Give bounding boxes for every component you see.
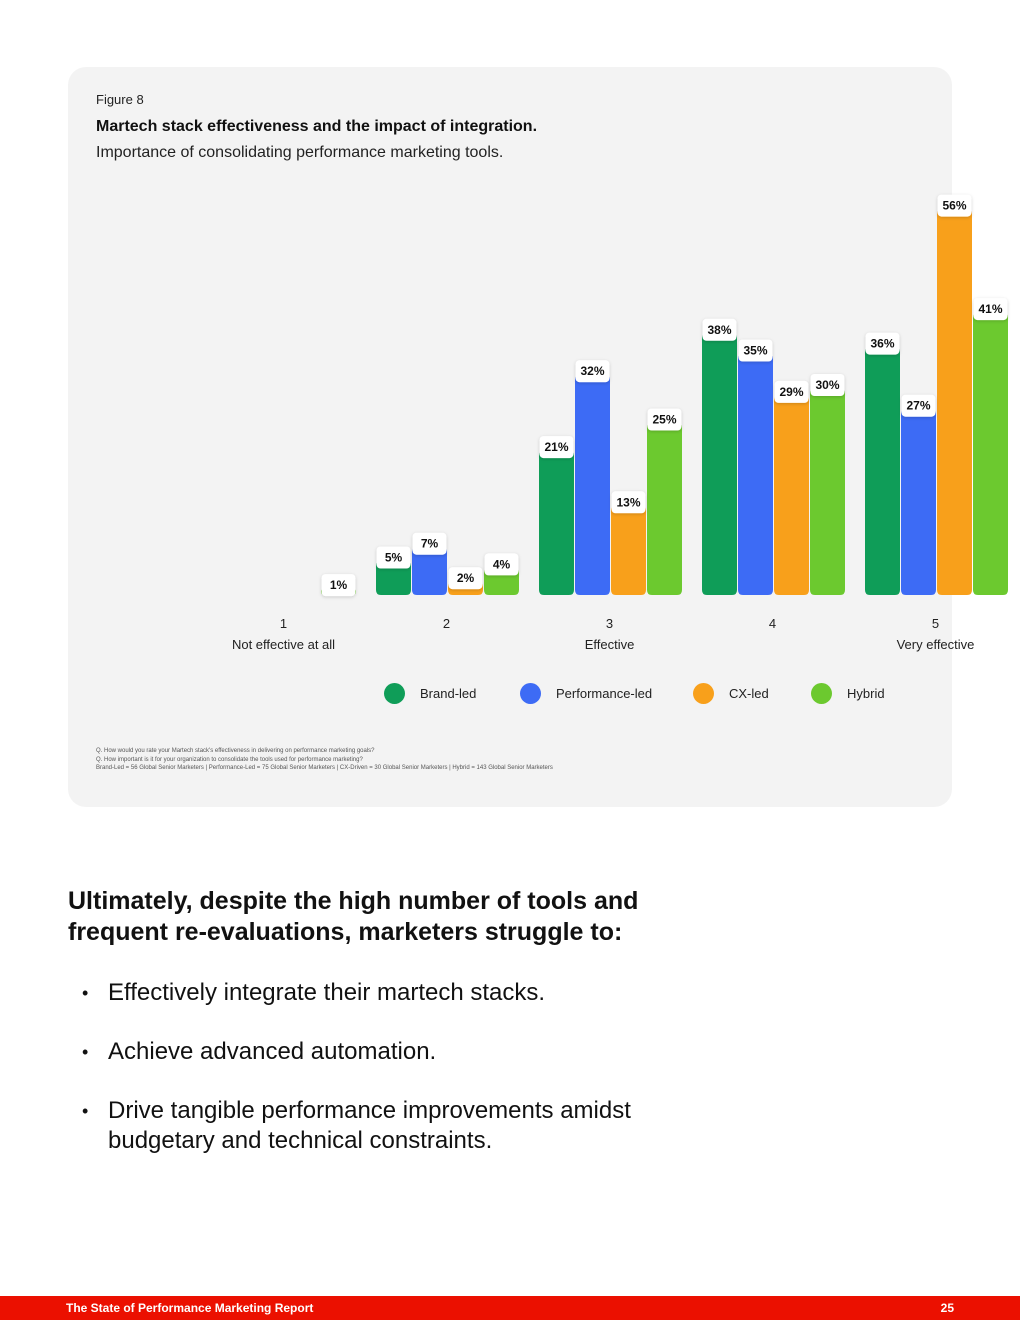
data-label-text: 27% — [906, 398, 931, 413]
footer-title: The State of Performance Marketing Report — [66, 1301, 314, 1315]
data-label — [377, 547, 411, 569]
x-category-label: Effective — [584, 637, 635, 652]
legend-item-cx-led — [693, 682, 769, 704]
data-label — [739, 340, 773, 362]
bullet-list — [80, 978, 800, 1185]
bar-performance-led-4 — [738, 354, 773, 596]
chart-legend — [384, 682, 904, 704]
data-label — [413, 533, 447, 555]
bar-performance-led-5 — [901, 409, 936, 595]
data-label — [703, 319, 737, 341]
survey-notes — [96, 747, 553, 773]
bar-cx-led-4 — [774, 395, 809, 595]
figure-label: Figure 8 — [96, 92, 144, 107]
list-item — [80, 1037, 800, 1067]
bar-cx-led-5 — [937, 209, 972, 595]
bullet-marker: • — [82, 983, 89, 1003]
page-number: 25 — [940, 1301, 954, 1315]
data-label — [540, 436, 574, 458]
heading-line: frequent re-evaluations, marketers struggle to: — [68, 918, 623, 946]
data-label — [485, 553, 519, 575]
data-label-text: 4% — [492, 557, 511, 572]
list-item-text: Achieve advanced automation. — [108, 1038, 437, 1065]
bar-hybrid-4 — [810, 388, 845, 595]
data-label-text: 13% — [616, 495, 641, 510]
data-label — [811, 374, 845, 396]
legend-item-performance-led — [520, 682, 652, 704]
x-category-label: Not effective at all — [231, 637, 336, 652]
data-label-text: 29% — [779, 384, 804, 399]
data-label — [866, 333, 900, 355]
data-label-text: 41% — [978, 302, 1003, 317]
list-item-text: Effectively integrate their martech stacks. — [108, 979, 546, 1006]
data-label-text: 32% — [580, 364, 605, 379]
figure-card — [68, 67, 1003, 807]
legend-swatch — [520, 683, 541, 704]
list-item-text: Drive tangible performance improvements amidst budgetary and technical constraints. — [108, 1097, 631, 1154]
legend-label: Hybrid — [847, 685, 885, 701]
data-label-text: 36% — [870, 336, 895, 351]
note-line: Q. How would you rate your Martech stack's effectiveness in delivering on performance marketing goals? — [96, 748, 375, 754]
data-label — [902, 395, 936, 417]
data-label-text: 38% — [707, 322, 732, 337]
bullet-marker: • — [82, 1042, 89, 1062]
bar-performance-led-3 — [575, 374, 610, 595]
legend-label: CX-led — [729, 685, 769, 701]
data-label — [576, 360, 610, 382]
data-label-text: 21% — [544, 440, 569, 455]
bar-brand-led-4 — [702, 333, 737, 595]
legend-swatch — [693, 683, 714, 704]
data-label-text: 56% — [942, 198, 967, 213]
legend-label: Performance-led — [556, 685, 653, 701]
bar-brand-led-5 — [865, 347, 900, 595]
note-line: Q. How important is it for your organization to consolidate the tools used for performance marketing? — [96, 756, 363, 763]
bar-hybrid-3 — [647, 423, 682, 596]
bar-cx-led-3 — [611, 505, 646, 595]
data-label — [938, 195, 972, 217]
legend-swatch — [384, 683, 405, 704]
heading-line: Ultimately, despite the high number of tools and — [68, 887, 639, 915]
page-footer — [0, 1296, 1020, 1320]
x-tick-label: 2 — [442, 616, 451, 631]
x-tick-label: 1 — [279, 616, 288, 631]
x-tick-label: 4 — [768, 616, 777, 631]
data-label-text: 25% — [652, 412, 677, 427]
data-label-text: 7% — [420, 536, 439, 551]
legend-swatch — [811, 683, 832, 704]
data-label — [775, 381, 809, 403]
x-category-label: Very effective — [896, 637, 975, 652]
legend-label: Brand-led — [420, 685, 477, 701]
bar-hybrid-5 — [973, 312, 1008, 595]
legend-item-hybrid — [811, 682, 885, 704]
data-label-text: 2% — [456, 571, 475, 586]
data-label — [322, 574, 356, 596]
data-label — [648, 409, 682, 431]
legend-item-brand-led — [384, 682, 476, 704]
data-label — [449, 567, 483, 589]
list-item — [80, 978, 800, 1008]
data-label-text: 5% — [384, 550, 403, 565]
figure-title: Martech stack effectiveness and the impact of integration. — [96, 118, 538, 135]
bullet-marker: • — [82, 1101, 89, 1121]
data-label — [974, 298, 1008, 320]
list-item — [80, 1096, 668, 1156]
x-tick-label: 5 — [931, 616, 940, 631]
x-tick-label: 3 — [605, 616, 614, 631]
data-label — [612, 491, 646, 513]
note-line: Brand-Led = 56 Global Senior Marketers | Performance-Led = 75 Global Senior Marketers | CX-Driven = 30 Global Senior Marketers | Hybrid = 143 Global Senior Marketers — [96, 765, 553, 771]
data-label-text: 1% — [329, 578, 348, 593]
data-label-text: 35% — [743, 343, 768, 358]
data-label-text: 30% — [815, 378, 840, 392]
figure-subtitle: Importance of consolidating performance marketing tools. — [96, 144, 504, 161]
bar-brand-led-3 — [539, 450, 574, 595]
section-heading — [68, 886, 768, 948]
